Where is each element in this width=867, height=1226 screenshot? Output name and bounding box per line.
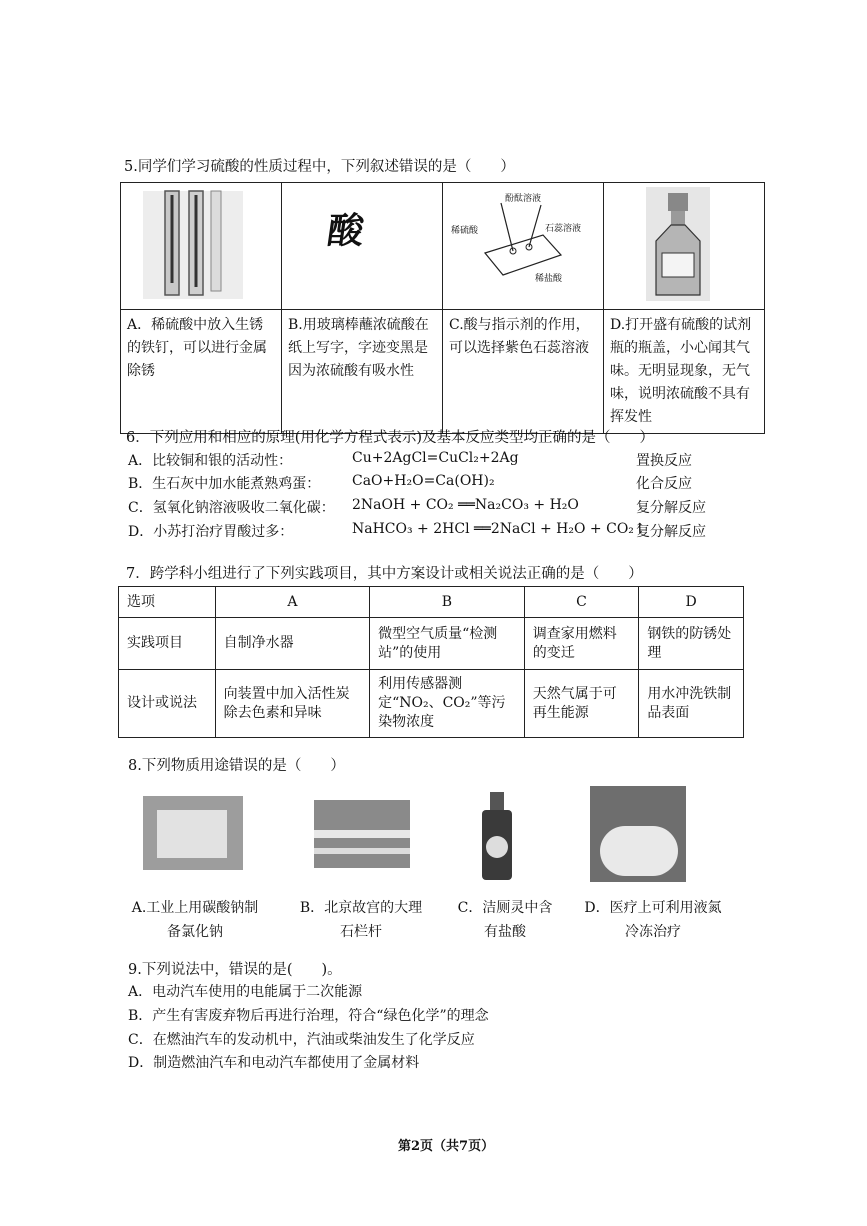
q7-table xyxy=(118,586,744,738)
q7-row xyxy=(119,670,744,738)
q5-table xyxy=(120,182,765,434)
q6-option-a-label: A．比较铜和银的活动性： xyxy=(128,453,293,469)
q7-cell: 向装置中加入活性炭除去色素和异味 xyxy=(215,670,369,738)
q6-title: 6．下列应用和相应的原理(用化学方程式表示)及基本反应类型均正确的是（ ） xyxy=(126,430,655,446)
label-litmus: 石蕊溶液 xyxy=(545,224,582,234)
q7-cell: 调查家用燃料的变迁 xyxy=(524,618,639,670)
q7-cell: 自制净水器 xyxy=(215,618,369,670)
q6-option-d-equation: NaHCO₃ + 2HCl ══2NaCl + H₂O + CO₂↑ xyxy=(352,521,646,537)
label-dilute-hcl: 稀盐酸 xyxy=(535,274,563,284)
q9-option-d: D．制造燃油汽车和电动汽车都使用了金属材料 xyxy=(128,1055,420,1071)
label-dilute-sulfuric: 稀硫酸 xyxy=(451,226,479,236)
q6-option-b-type: 化合反应 xyxy=(636,476,692,492)
q7-header-cell: C xyxy=(524,587,639,618)
q7-cell: 用水冲洗铁制品表面 xyxy=(639,670,744,738)
q8-caption-c xyxy=(440,896,570,944)
q8-caption-a xyxy=(120,896,270,944)
q7-header-row xyxy=(119,587,744,618)
q7-cell: 天然气属于可再生能源 xyxy=(524,670,639,738)
q9-option-b: B．产生有害废弃物后再进行治理，符合“绿色化学”的理念 xyxy=(128,1008,489,1024)
q5-title: 5.同学们学习硫酸的性质过程中，下列叙述错误的是（ ） xyxy=(124,159,515,175)
q7-cell: 设计或说法 xyxy=(119,670,216,738)
q9-option-a: A．电动汽车使用的电能属于二次能源 xyxy=(128,984,363,1000)
q5-option-c: C.酸与指示剂的作用，可以选择紫色石蕊溶液 xyxy=(443,310,604,434)
q8-caption-c-line2: 有盐酸 xyxy=(484,924,526,940)
q7-title: 7．跨学科小组进行了下列实践项目，其中方案设计或相关说法正确的是（ ） xyxy=(126,566,643,582)
q8-title: 8.下列物质用途错误的是（ ） xyxy=(128,758,345,774)
q9-option-c: C．在燃油汽车的发动机中，汽油或柴油发生了化学反应 xyxy=(128,1032,475,1048)
written-acid-glyph: 酸 xyxy=(324,210,369,252)
iron-nail-tube-image xyxy=(121,183,269,305)
q5-image-d xyxy=(604,183,765,310)
q5-image-c xyxy=(443,183,604,310)
q7-cell: 利用传感器测定“NO₂、CO₂”等污染物浓度 xyxy=(370,670,525,738)
q6-option-d-label: D．小苏打治疗胃酸过多： xyxy=(128,524,294,540)
q7-row xyxy=(119,618,744,670)
toilet-cleaner-bottle-photo xyxy=(478,792,516,882)
q6-option-b-equation: CaO+H₂O=Ca(OH)₂ xyxy=(352,473,495,489)
q7-cell: 钢铁的防锈处理 xyxy=(639,618,744,670)
q8-caption-d-line1: D．医疗上可利用液氮 xyxy=(584,900,722,916)
q5-image-b xyxy=(282,183,443,310)
q8-caption-a-line2: 备氯化钠 xyxy=(167,924,223,940)
q8-caption-c-line1: C．洁厕灵中含 xyxy=(457,900,553,916)
page-number: 第2页（共7页） xyxy=(398,1139,495,1154)
label-phenolphthalein: 酚酞溶液 xyxy=(505,194,542,204)
q6-option-b-label: B．生石灰中加水能煮熟鸡蛋： xyxy=(128,476,321,492)
q5-option-d: D.打开盛有硫酸的试剂瓶的瓶盖，小心闻其气味。无明显现象，无气味，说明浓硫酸不具有挥发性 xyxy=(604,310,765,434)
q9-title: 9.下列说法中，错误的是( )。 xyxy=(128,962,342,978)
q8-caption-d-line2: 冷冻治疗 xyxy=(625,924,681,940)
q5-image-a xyxy=(121,183,282,310)
q5-option-b: B.用玻璃棒蘸浓硫酸在纸上写字，字迹变黑是因为浓硫酸有吸水性 xyxy=(282,310,443,434)
q6-option-d-type: 复分解反应 xyxy=(636,524,706,540)
q6-option-a-equation: Cu+2AgCl=CuCl₂+2Ag xyxy=(352,450,519,466)
q7-header-cell: D xyxy=(639,587,744,618)
q6-option-c-label: C．氢氧化钠溶液吸收二氧化碳： xyxy=(128,500,335,516)
q6-option-a-type: 置换反应 xyxy=(636,453,692,469)
reagent-bottle-image xyxy=(604,183,752,305)
q7-header-cell: B xyxy=(370,587,525,618)
q8-caption-d xyxy=(568,896,738,944)
sodium-carbonate-bag-photo xyxy=(143,796,243,870)
q7-header-cell: A xyxy=(215,587,369,618)
q7-cell: 实践项目 xyxy=(119,618,216,670)
marble-railing-photo xyxy=(314,800,410,868)
q8-caption-b-line1: B．北京故宫的大理 xyxy=(299,900,423,916)
q8-caption-b-line2: 石栏杆 xyxy=(340,924,382,940)
q6-option-c-type: 复分解反应 xyxy=(636,500,706,516)
q7-header-cell: 选项 xyxy=(119,587,216,618)
q5-option-a: A．稀硫酸中放入生锈的铁钉，可以进行金属除锈 xyxy=(121,310,282,434)
q6-option-c-equation: 2NaOH + CO₂ ══Na₂CO₃ + H₂O xyxy=(352,497,579,513)
q8-caption-b xyxy=(286,896,436,944)
q7-cell: 微型空气质量“检测站”的使用 xyxy=(370,618,525,670)
liquid-nitrogen-photo xyxy=(590,786,686,882)
q8-caption-a-line1: A.工业上用碳酸钠制 xyxy=(131,900,259,916)
